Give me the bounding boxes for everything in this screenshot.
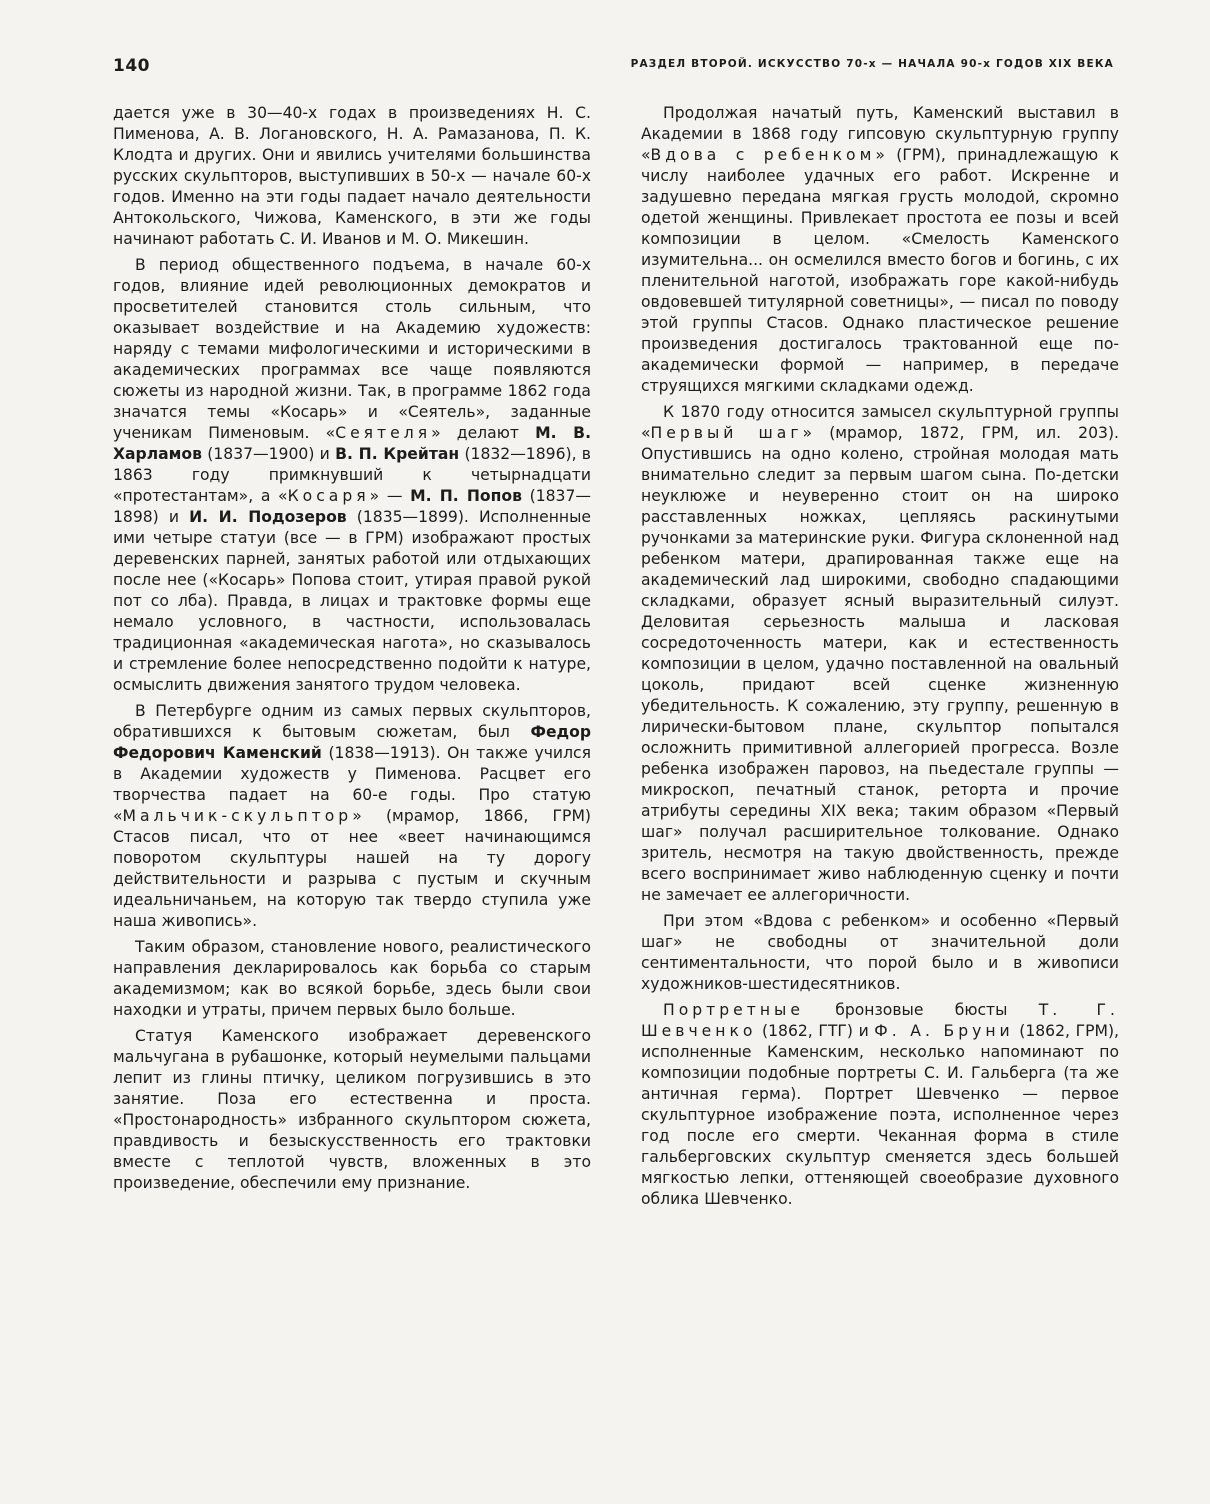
work-title: Сеятеля [335,424,432,442]
portrait-subject: Ф. А. Бруни [874,1022,1014,1040]
work-title: Портретные [663,1001,804,1019]
page-number: 140 [113,56,150,76]
paragraph: Таким образом, становление нового, реалистического направления декларировалось как борьба со старым академизмом; как во всякой борьбе, здесь были свои находки и утраты, причем первых было больше. [113,938,591,1019]
paragraph: В период общественного подъема, в начале 60-х годов, влияние идей революционных демократов и просветителей становится столь сильным, что оказывает воздействие и на Академию художеств: наряду с темами мифологическими и историческими в академических программах все чаще появляются сюжеты из народной жизни. Так, в программе 1862 года значатся темы «Косарь» и «Сеятель», заданные ученикам Пименовым. «Сеятеля» делают М. В. Харламов (1837—1900) и В. П. Крейтан (1832—1896), в 1863 году примкнувший к четырнадцати «протестантам», а «Косаря» — М. П. Попов (1837—1898) и И. И. Подозеров (1835—1899). Исполненные ими четыре статуи (все — в ГРМ) изображают простых деревенских парней, занятых работой или отдыхающих после нее («Косарь» Попова стоит, утирая правой рукой пот со лба). Правда, в лицах и трактовке формы еще немало условного, в частности, использовалась традиционная «академическая нагота», но сказывалось и стремление более непосредственно подойти к натуре, осмыслить движения занятого трудом человека. [113,256,591,694]
running-header: РАЗДЕЛ ВТОРОЙ. ИСКУССТВО 70-х — НАЧАЛА 90-х ГОДОВ XIX ВЕКА [630,58,1114,70]
portrait-subject: Т. Г. Шевченко [641,1001,1120,1040]
paragraph: Портретные бронзовые бюсты Т. Г. Шевченко (1862, ГТГ) и Ф. А. Бруни (1862, ГРМ), исполненные Каменским, несколько напоминают по композиции подобные портреты С. И. Гальберга (та же античная герма). Портрет Шевченко — первое скульптурное изображение поэта, исполненное через год после его смерти. Чеканная форма в стиле гальберговских скульптур сменяется здесь большей мягкостью лепки, оттеняющей своеобразие духовного облика Шевченко. [641,1001,1120,1208]
paragraph: В Петербурге одним из самых первых скульпторов, обратившихся к бытовым сюжетам, был Федор Федорович Каменский (1838—1913). Он также учился в Академии художеств у Пименова. Расцвет его творчества падает на 60-е годы. Про статую «Мальчик-скульптор» (мрамор, 1866, ГРМ) Стасов писал, что от нее «веет начинающимся поворотом скульптуры нашей на ту дорогу действительности и разрыва с пустым и скучным идеальничаньем, на которую так твердо ступила уже наша живопись». [113,702,591,930]
work-title: Косаря [287,487,370,505]
paragraph: Продолжая начатый путь, Каменский выставил в Академии в 1868 году гипсовую скульптурную группу «Вдова с ребенком» (ГРМ), принадлежащую к числу наиболее удачных его работ. Искренне и задушевно передана мягкая грусть молодой, скромно одетой женщины. Привлекает простота ее позы и всей композиции в целом. «Смелость Каменского изумительна... он осмелился вместо богов и богинь, с их пленительной наготой, изображать горе какой-нибудь овдовевшей титулярной советницы», — писал по поводу этой группы Стасов. Однако пластическое решение произведения достигалось трактованной еще по-академически формой — например, в передаче струящихся мягкими складками одежд. [641,104,1120,395]
work-title: Первый шаг [650,424,803,442]
paragraph: К 1870 году относится замысел скульптурной группы «Первый шаг» (мрамор, 1872, ГРМ, ил. 203). Опустившись на одно колено, стройная молодая мать внимательно следит за первым шагом сына. По-детски неуклюже и неуверенно стоит он на широко расставленных ножках, цепляясь раскинутыми ручонками за материнские руки. Фигура склоненной над ребенком матери, драпированная также еще на академический лад широкими, свободно спадающими складками, образует ясный выразительный силуэт. Деловитая серьезность малыша и ласковая сосредоточенность матери, как и естественность композиции в целом, удачно поставленной на овальный цоколь, придают всей сценке жизненную убедительность. К сожалению, эту группу, решенную в лирически-бытовом плане, скульптор попытался осложнить примитивной аллегорией прогресса. Возле ребенка изображен паровоз, на пьедестале группы — микроскоп, печатный станок, реторта и прочие атрибуты середины XIX века; таким образом «Первый шаг» получал расширительное толкование. Однако зритель, несмотря на такую двойственность, прежде всего воспринимает живо наблюденную сценку и почти не замечает ее аллегоричности. [641,403,1119,904]
left-column [113,103,591,1199]
sculptor-name: М. В. Харламов [113,424,591,463]
sculptor-name: В. П. Крейтан [335,445,460,463]
sculptor-name: М. П. Попов [410,487,522,505]
paragraph: дается уже в 30—40-х годах в произведениях Н. С. Пименова, А. В. Логановского, Н. А. Рамазанова, П. К. Клодта и других. Они и явились учителями большинства русских скульпторов, выступивших в 50-х — начале 60-х годов. Именно на эти годы падает начало деятельности Антокольского, Чижова, Каменского, в эти же годы начинают работать С. И. Иванов и М. О. Микешин. [113,104,591,248]
right-column [641,103,1119,1215]
paragraph: При этом «Вдова с ребенком» и особенно «Первый шаг» не свободны от значительной доли сентиментальности, что порой было и в живописи художников-шестидесятников. [641,912,1119,993]
paragraph: Статуя Каменского изображает деревенского мальчугана в рубашонке, который неумелыми пальцами лепит из глины птичку, целиком погрузившись в это занятие. Поза его естественна и проста. «Простонародность» избранного скульптором сюжета, правдивость и безыскусственность его трактовки вместе с теплотой чувств, вложенных в это произведение, обеспечили ему признание. [113,1027,591,1192]
work-title: Вдова с ребенком [650,146,876,164]
sculptor-name: Федор Федорович Каменский [113,723,591,762]
sculptor-name: И. И. Подозеров [189,508,347,526]
work-title: Мальчик-скульптор [122,807,353,825]
